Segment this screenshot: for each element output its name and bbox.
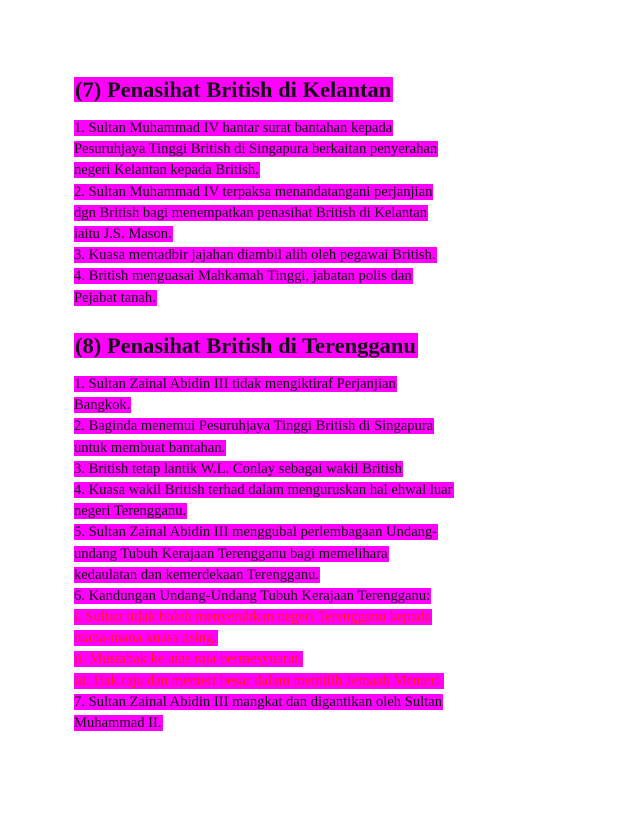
text-line (74, 586, 574, 607)
text-line (74, 139, 574, 160)
text-line (74, 522, 574, 543)
text-line (74, 607, 574, 628)
text-line (74, 266, 574, 287)
text-line-content: Pesuruhjaya Tinggi British di Singapura berkaitan penyerahan (74, 141, 438, 158)
text-line-content: negeri Terengganu. (74, 503, 187, 520)
text-line (74, 501, 574, 522)
text-line (74, 713, 574, 734)
text-line-content: 4. British menguasai Mahkamah Tinggi, jabatan polis dan (74, 268, 412, 285)
text-line (74, 245, 574, 266)
text-line-content: iaitu J.S. Mason. (74, 225, 172, 242)
text-line (74, 544, 574, 565)
text-line (74, 416, 574, 437)
section-body (74, 374, 574, 734)
text-line-content: 1. Sultan Muhammad IV hantar surat bantahan kepada (74, 120, 393, 136)
text-line (74, 649, 574, 670)
text-line-content: 3. British tetap lantik W.L. Conlay sebagai wakil British (74, 460, 402, 477)
section-heading (74, 332, 574, 360)
red-text-line: ii. Mustahak ke atas raja bermesyuarat. (74, 651, 303, 668)
text-line-content: Pejabat tanah. (74, 289, 156, 306)
text-line-content: untuk membuat bantahan. (74, 439, 226, 456)
text-line-content: Muhammad II. (74, 715, 162, 731)
red-text-line: mana-mana kuasa asing. (74, 630, 218, 647)
text-line (74, 671, 574, 692)
text-line-content: 2. Baginda menemui Pesuruhjaya Tinggi British di Singapura (74, 418, 434, 435)
text-line-content: negeri Kelantan kepada British. (74, 162, 259, 179)
text-line-content: 4. Kuasa wakil British terhad dalam menguruskan hal ehwal luar (74, 481, 453, 498)
section-penasihat-kelantan (74, 76, 574, 309)
text-line (74, 182, 574, 203)
text-line-content: 2. Sultan Muhammad IV terpaksa menandatangani perjanjian (74, 183, 433, 200)
text-line (74, 118, 574, 139)
text-line (74, 480, 574, 501)
text-line (74, 160, 574, 181)
text-line-content: 5. Sultan Zainal Abidin III menggubal perlembagaan Undang- (74, 524, 438, 541)
text-line-content: kedaulatan dan kemerdekaan Terengganu. (74, 566, 320, 583)
section-penasihat-terengganu (74, 332, 574, 734)
text-line-content: 7. Sultan Zainal Abidin III mangkat dan digantikan oleh Sultan (74, 693, 443, 710)
section-body (74, 118, 574, 309)
text-line-content: 3. Kuasa mentadbir jajahan diambil alih oleh pegawai British. (74, 247, 436, 264)
section-heading (74, 76, 574, 104)
red-text-line: i. Sultan tidak boleh menyerahkan negeri Terengganu kepada (74, 609, 431, 626)
text-line-content: 1. Sultan Zainal Abidin III tidak mengiktiraf Perjanjian (74, 376, 396, 392)
text-line (74, 692, 574, 713)
text-line (74, 224, 574, 245)
text-line-content: undang Tubuh Kerajaan Terengganu bagi memelihara (74, 545, 388, 562)
text-line (74, 374, 574, 395)
text-line-content: Bangkok. (74, 397, 131, 414)
text-line (74, 288, 574, 309)
red-text-line: iii. Hak raja dan menteri besar dalam memilih Jemaah Menteri. (74, 672, 444, 689)
heading-text: (7) Penasihat British di Kelantan (75, 77, 392, 102)
text-line-content: dgn British bagi menempatkan penasihat British di Kelantan (74, 204, 428, 221)
text-line (74, 395, 574, 416)
text-line (74, 459, 574, 480)
text-line-content: 6. Kandungan Undang-Undang Tubuh Kerajaan Terengganu: (74, 587, 431, 604)
text-line (74, 203, 574, 224)
text-line (74, 438, 574, 459)
heading-text: (8) Penasihat British di Terengganu (75, 333, 416, 358)
text-line (74, 565, 574, 586)
text-line (74, 628, 574, 649)
